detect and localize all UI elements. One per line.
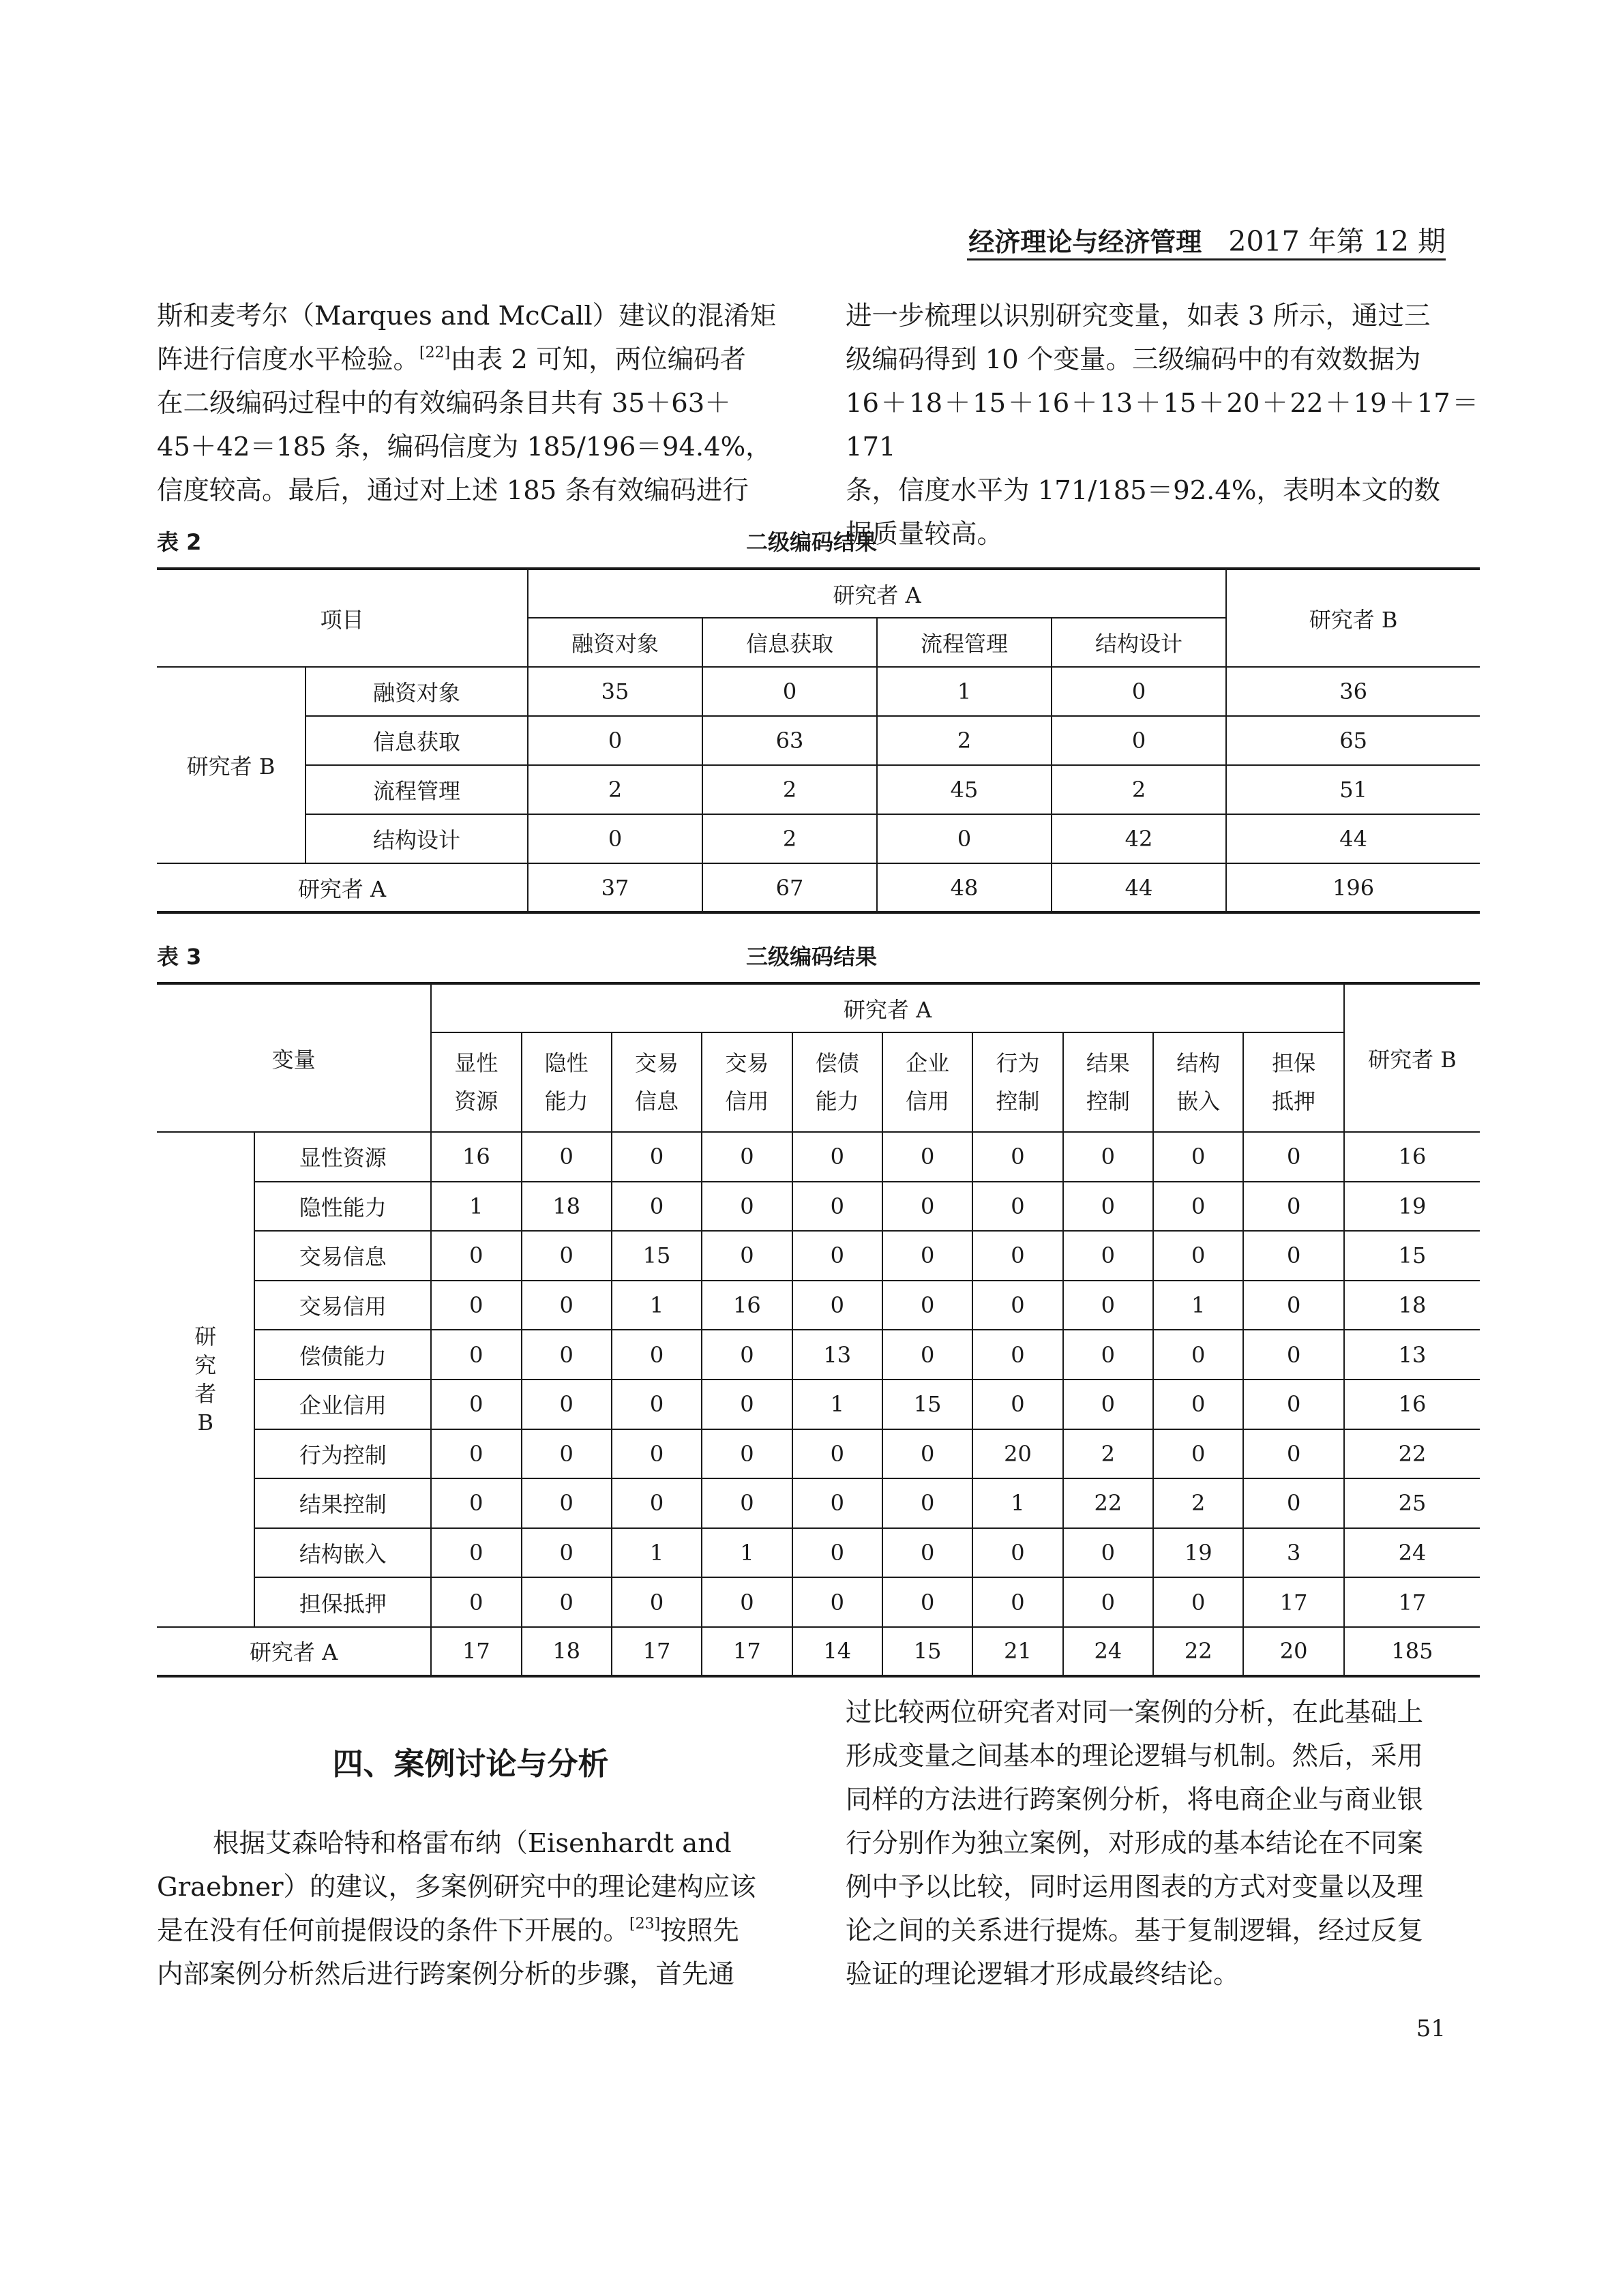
- table2-cell: 0: [702, 667, 877, 716]
- table2-cell: 0: [528, 814, 702, 863]
- table-row: [157, 1528, 1480, 1578]
- table3-cell: 1: [792, 1380, 882, 1429]
- table3-cell: 0: [702, 1330, 792, 1380]
- table3-cell: 0: [431, 1380, 521, 1429]
- table3-cell: 16: [431, 1132, 521, 1182]
- table2-totals-row: [157, 863, 1480, 912]
- table3-cell: 0: [972, 1182, 1062, 1232]
- text-line: 据质量较高。: [846, 519, 1004, 550]
- table3-cell: 0: [972, 1132, 1062, 1182]
- table2-col-header: 信息获取: [702, 618, 877, 667]
- table3-row-label: 偿债能力: [254, 1330, 431, 1380]
- table3-cell: 13: [792, 1330, 882, 1380]
- table3-cell: 0: [972, 1330, 1062, 1380]
- text-line: 条，信度水平为 171/185＝92.4%，表明本文的数: [846, 475, 1440, 506]
- table3-cell: 0: [431, 1478, 521, 1528]
- table3-row-total: 17: [1344, 1577, 1480, 1627]
- table3-row-label: 隐性能力: [254, 1182, 431, 1232]
- table3-col-total: 17: [702, 1627, 792, 1676]
- page-number: 51: [1416, 2015, 1446, 2042]
- table3-col-header: 结果 控制: [1063, 1032, 1153, 1132]
- table3-researcher-b-row-header: 研 究 者 B: [157, 1132, 254, 1627]
- table3-cell: 0: [431, 1231, 521, 1281]
- table-row: [157, 814, 1480, 863]
- table3-cell: 0: [882, 1182, 972, 1232]
- table3-row-total: 18: [1344, 1281, 1480, 1330]
- table3-col-header: 结构 嵌入: [1153, 1032, 1243, 1132]
- table3-cell: 0: [702, 1429, 792, 1479]
- table3-cell: 0: [882, 1429, 972, 1479]
- table3-row-label: 企业信用: [254, 1380, 431, 1429]
- table2-cell: 2: [702, 814, 877, 863]
- text-line: 根据艾森哈特和格雷布纳（Eisenhardt and: [213, 1828, 732, 1859]
- table3-cell: 0: [1153, 1429, 1243, 1479]
- table3-cell: 17: [1243, 1577, 1344, 1627]
- table3-cell: 0: [1243, 1429, 1344, 1479]
- table3-title: 三级编码结果: [745, 944, 877, 970]
- table3-col-total: 14: [792, 1627, 882, 1676]
- text-line: 同样的方法进行跨案例分析，将电商企业与商业银: [846, 1785, 1424, 1815]
- text-line: 级编码得到 10 个变量。三级编码中的有效数据为: [846, 344, 1421, 375]
- table3-cell: 0: [1243, 1132, 1344, 1182]
- text-line: 过比较两位研究者对同一案例的分析，在此基础上: [846, 1697, 1424, 1728]
- table3-row-total: 16: [1344, 1380, 1480, 1429]
- table3-cell: 0: [612, 1429, 702, 1479]
- table3-row-total: 16: [1344, 1132, 1480, 1182]
- table3-cell: 0: [431, 1577, 521, 1627]
- table3-row-label: 显性资源: [254, 1132, 431, 1182]
- text-line: 斯和麦考尔（Marques and McCall）建议的混淆矩: [157, 301, 777, 331]
- table3-col-header: 行为 控制: [972, 1032, 1062, 1132]
- table3-cell: 0: [1153, 1577, 1243, 1627]
- table3-cell: 0: [972, 1380, 1062, 1429]
- table3-cell: 0: [1243, 1231, 1344, 1281]
- table2-col-header: 结构设计: [1052, 618, 1226, 667]
- text-line: 形成变量之间基本的理论逻辑与机制。然后，采用: [846, 1741, 1424, 1772]
- table3-cell: 2: [1063, 1429, 1153, 1479]
- table3-cell: 15: [882, 1380, 972, 1429]
- table3-cell: 0: [612, 1577, 702, 1627]
- text-line: 进一步梳理以识别研究变量，如表 3 所示，通过三: [846, 301, 1431, 331]
- table-row: [157, 1478, 1480, 1528]
- table3-cell: 0: [1063, 1577, 1153, 1627]
- text-line: 信度较高。最后，通过对上述 185 条有效编码进行: [157, 475, 749, 506]
- table3-cell: 0: [522, 1528, 612, 1578]
- table2-cell: 2: [877, 716, 1052, 765]
- table3-cell: 0: [792, 1182, 882, 1232]
- table3-cell: 0: [1153, 1231, 1243, 1281]
- table3-cell: 0: [882, 1528, 972, 1578]
- table3-researcher-a-total-label: 研究者 A: [157, 1627, 431, 1676]
- table3-cell: 1: [702, 1528, 792, 1578]
- table3-cell: 0: [431, 1281, 521, 1330]
- table3-cell: 1: [612, 1281, 702, 1330]
- table3-cell: 0: [702, 1231, 792, 1281]
- table3-cell: 0: [882, 1281, 972, 1330]
- table3-totals-row: [157, 1627, 1480, 1676]
- table3-cell: 0: [1243, 1380, 1344, 1429]
- table3-cell: 0: [431, 1429, 521, 1479]
- table3-label: 表 3: [157, 944, 202, 970]
- table3-cell: 0: [612, 1380, 702, 1429]
- table3-cell: 0: [792, 1231, 882, 1281]
- table3-cell: 0: [882, 1231, 972, 1281]
- table-row: [157, 1231, 1480, 1281]
- text-line: 行分别作为独立案例，对形成的基本结论在不同案: [846, 1828, 1424, 1859]
- table2-cell: 0: [528, 716, 702, 765]
- table3-col-header: 交易 信用: [702, 1032, 792, 1132]
- table2: [157, 567, 1480, 914]
- header-rule: [967, 258, 1446, 260]
- table2-cell: 2: [702, 765, 877, 814]
- table2-researcher-a-total-label: 研究者 A: [157, 863, 528, 912]
- table-row: [157, 1380, 1480, 1429]
- table2-grand-total: 196: [1226, 863, 1480, 912]
- table3-cell: 0: [522, 1478, 612, 1528]
- table2-researcher-a-header: 研究者 A: [528, 569, 1226, 618]
- text-line: 内部案例分析然后进行跨案例分析的步骤，首先通: [157, 1959, 735, 1990]
- paragraph-left-bottom: [157, 1822, 784, 1997]
- table-row: [157, 667, 1480, 716]
- table2-row-label: 信息获取: [306, 716, 528, 765]
- table3-cell: 19: [1153, 1528, 1243, 1578]
- table3-cell: 0: [1063, 1231, 1153, 1281]
- table3-row-label: 结构嵌入: [254, 1528, 431, 1578]
- table2-title: 二级编码结果: [745, 529, 877, 555]
- table2-col-total: 37: [528, 863, 702, 912]
- table2-cell: 42: [1052, 814, 1226, 863]
- text-line: 45＋42＝185 条，编码信度为 185/196＝94.4%，: [157, 432, 772, 462]
- table3-col-total: 24: [1063, 1627, 1153, 1676]
- table3-cell: 20: [972, 1429, 1062, 1479]
- table3-col-total: 21: [972, 1627, 1062, 1676]
- table3-cell: 0: [702, 1380, 792, 1429]
- citation-ref: [22]: [419, 344, 451, 361]
- table3-cell: 0: [1243, 1182, 1344, 1232]
- table2-cell: 63: [702, 716, 877, 765]
- table3-variable-header: 变量: [157, 983, 431, 1132]
- table2-col-total: 44: [1052, 863, 1226, 912]
- table3-cell: 0: [972, 1281, 1062, 1330]
- table3-cell: 0: [792, 1478, 882, 1528]
- issue-number: 2017 年第 12 期: [1228, 225, 1446, 258]
- table2-researcher-b-row-header: 研究者 B: [157, 667, 306, 863]
- table2-col-total: 48: [877, 863, 1052, 912]
- table-row: [157, 1429, 1480, 1479]
- table3-cell: 0: [702, 1132, 792, 1182]
- table3-cell: 0: [612, 1132, 702, 1182]
- table2-cell: 2: [528, 765, 702, 814]
- table3-cell: 0: [882, 1478, 972, 1528]
- text-line: 在二级编码过程中的有效编码条目共有 35＋63＋: [157, 388, 731, 419]
- table3-col-header: 企业 信用: [882, 1032, 972, 1132]
- table3-cell: 0: [792, 1528, 882, 1578]
- table3: [157, 982, 1480, 1678]
- table3-cell: 0: [702, 1182, 792, 1232]
- table3-cell: 0: [1063, 1330, 1153, 1380]
- table2-col-header: 流程管理: [877, 618, 1052, 667]
- table2-cell: 1: [877, 667, 1052, 716]
- table3-cell: 0: [1063, 1132, 1153, 1182]
- table3-cell: 1: [1153, 1281, 1243, 1330]
- table3-cell: 0: [972, 1231, 1062, 1281]
- table3-col-total: 17: [612, 1627, 702, 1676]
- table3-cell: 0: [1063, 1281, 1153, 1330]
- table3-cell: 0: [431, 1528, 521, 1578]
- table-row: [157, 716, 1480, 765]
- paragraph-right-bottom: [846, 1691, 1478, 1997]
- table3-col-total: 22: [1153, 1627, 1243, 1676]
- table3-cell: 0: [702, 1577, 792, 1627]
- table3-cell: 1: [972, 1478, 1062, 1528]
- table3-researcher-b-header: 研究者 B: [1344, 983, 1480, 1132]
- table3-grand-total: 185: [1344, 1627, 1480, 1676]
- table3-cell: 0: [612, 1330, 702, 1380]
- table3-cell: 2: [1153, 1478, 1243, 1528]
- table3-row-label: 行为控制: [254, 1429, 431, 1479]
- text-line: Graebner）的建议，多案例研究中的理论建构应该: [157, 1872, 756, 1903]
- table3-cell: 0: [882, 1330, 972, 1380]
- table3-row-total: 15: [1344, 1231, 1480, 1281]
- table3-col-header: 偿债 能力: [792, 1032, 882, 1132]
- table3-cell: 0: [522, 1380, 612, 1429]
- table3-cell: 0: [1063, 1528, 1153, 1578]
- text-line: 例中予以比较，同时运用图表的方式对变量以及理: [846, 1872, 1424, 1903]
- table3-cell: 0: [522, 1132, 612, 1182]
- table3-row-label: 担保抵押: [254, 1577, 431, 1627]
- table3-cell: 0: [522, 1577, 612, 1627]
- table3-cell: 0: [1243, 1478, 1344, 1528]
- table3-cell: 0: [1063, 1182, 1153, 1232]
- table3-cell: 0: [792, 1429, 882, 1479]
- text-line: 是在没有任何前提假设的条件下开展的。[23]按照先: [157, 1915, 739, 1946]
- table3-cell: 0: [1153, 1380, 1243, 1429]
- table2-row-total: 65: [1226, 716, 1480, 765]
- text-line: 16＋18＋15＋16＋13＋15＋20＋22＋19＋17＝171: [846, 388, 1478, 462]
- table3-cell: 0: [522, 1281, 612, 1330]
- table3-cell: 0: [612, 1182, 702, 1232]
- table3-cell: 0: [972, 1528, 1062, 1578]
- table3-cell: 0: [792, 1281, 882, 1330]
- table3-cell: 0: [522, 1429, 612, 1479]
- table2-cell: 0: [877, 814, 1052, 863]
- table3-cell: 0: [431, 1330, 521, 1380]
- table3-col-header: 显性 资源: [431, 1032, 521, 1132]
- text-line: 论之间的关系进行提炼。基于复制逻辑，经过反复: [846, 1915, 1424, 1946]
- table3-cell: 0: [702, 1478, 792, 1528]
- table3-cell: 0: [1243, 1330, 1344, 1380]
- table3-cell: 16: [702, 1281, 792, 1330]
- running-header: [967, 220, 1446, 264]
- text-line: 验证的理论逻辑才形成最终结论。: [846, 1959, 1240, 1990]
- table3-cell: 0: [882, 1577, 972, 1627]
- table2-cell: 0: [1052, 667, 1226, 716]
- table3-row-total: 13: [1344, 1330, 1480, 1380]
- journal-name: 经济理论与经济管理: [968, 227, 1202, 257]
- table3-cell: 0: [1153, 1182, 1243, 1232]
- table3-cell: 0: [792, 1577, 882, 1627]
- table3-row-total: 22: [1344, 1429, 1480, 1479]
- table2-cell: 35: [528, 667, 702, 716]
- table3-cell: 0: [792, 1132, 882, 1182]
- table3-col-header: 隐性 能力: [522, 1032, 612, 1132]
- table2-row-total: 51: [1226, 765, 1480, 814]
- table2-label: 表 2: [157, 529, 202, 555]
- table2-cell: 45: [877, 765, 1052, 814]
- table2-row-total: 44: [1226, 814, 1480, 863]
- table3-cell: 1: [431, 1182, 521, 1232]
- table3-cell: 22: [1063, 1478, 1153, 1528]
- table3-researcher-a-header: 研究者 A: [431, 983, 1344, 1032]
- table-row: [157, 765, 1480, 814]
- table3-col-total: 17: [431, 1627, 521, 1676]
- table3-col-header: 担保 抵押: [1243, 1032, 1344, 1132]
- table2-cell: 2: [1052, 765, 1226, 814]
- table-row: [157, 1182, 1480, 1232]
- table3-row-label: 交易信息: [254, 1231, 431, 1281]
- table2-row-label: 结构设计: [306, 814, 528, 863]
- table3-cell: 0: [1153, 1330, 1243, 1380]
- table-row: [157, 1577, 1480, 1627]
- table3-cell: 0: [882, 1132, 972, 1182]
- table3-cell: 3: [1243, 1528, 1344, 1578]
- table3-cell: 0: [612, 1478, 702, 1528]
- table-row: [157, 1132, 1480, 1182]
- table3-row-total: 19: [1344, 1182, 1480, 1232]
- table2-item-header: 项目: [157, 569, 528, 667]
- table2-col-header: 融资对象: [528, 618, 702, 667]
- table2-row-label: 流程管理: [306, 765, 528, 814]
- paragraph-left-top: [157, 295, 784, 513]
- table3-col-total: 18: [522, 1627, 612, 1676]
- table2-cell: 0: [1052, 716, 1226, 765]
- table2-row-total: 36: [1226, 667, 1480, 716]
- table3-cell: 0: [972, 1577, 1062, 1627]
- table3-cell: 0: [1153, 1132, 1243, 1182]
- text-line: 阵进行信度水平检验。[22]由表 2 可知，两位编码者: [157, 344, 747, 375]
- table3-cell: 0: [1243, 1281, 1344, 1330]
- table-row: [157, 1281, 1480, 1330]
- table3-cell: 0: [1063, 1380, 1153, 1429]
- table3-cell: 0: [522, 1330, 612, 1380]
- paragraph-right-top: [846, 295, 1478, 556]
- table-row: [157, 1330, 1480, 1380]
- table2-col-total: 67: [702, 863, 877, 912]
- table3-row-total: 25: [1344, 1478, 1480, 1528]
- citation-ref: [23]: [629, 1915, 661, 1933]
- table3-cell: 18: [522, 1182, 612, 1232]
- table3-col-total: 15: [882, 1627, 972, 1676]
- table3-col-header: 交易 信息: [612, 1032, 702, 1132]
- section-heading: 四、案例讨论与分析: [332, 1746, 609, 1782]
- table3-col-total: 20: [1243, 1627, 1344, 1676]
- table2-researcher-b-header: 研究者 B: [1226, 569, 1480, 667]
- table3-row-label: 交易信用: [254, 1281, 431, 1330]
- table3-cell: 0: [522, 1231, 612, 1281]
- table3-row-total: 24: [1344, 1528, 1480, 1578]
- table3-row-label: 结果控制: [254, 1478, 431, 1528]
- table3-cell: 1: [612, 1528, 702, 1578]
- table3-cell: 15: [612, 1231, 702, 1281]
- table2-row-label: 融资对象: [306, 667, 528, 716]
